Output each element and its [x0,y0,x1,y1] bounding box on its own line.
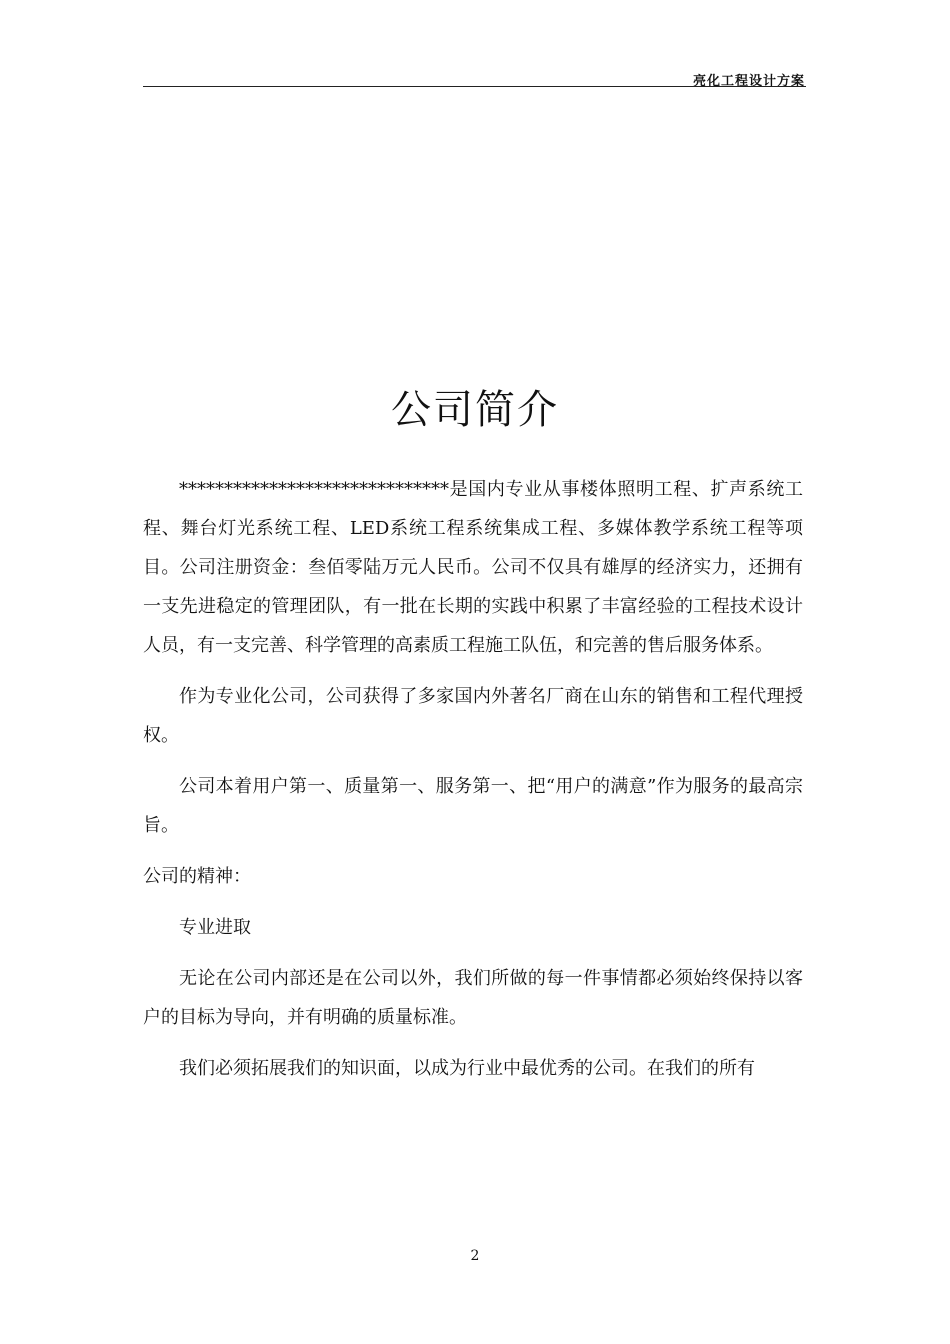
document-body [143,470,803,1088]
page-number: 2 [470,1248,480,1264]
running-header: 亮化工程设计方案 [692,74,805,89]
paragraph-quality: 无论在公司内部还是在公司以外，我们所做的每一件事情都必须始终保持以客户的目标为导向，并有明确的质量标准。 [143,968,803,1028]
paragraph-intro: ******************************是国内专业从事楼体照明工程、扩声系统工程、舞台灯光系统工程、LED系统工程系统集成工程、多媒体教学系统工程等项目。公司注册资金：叁佰零陆万元人民币。公司不仅具有雄厚的经济实力，还拥有一支先进稳定的管理团队，有一批在长期的实践中积累了丰富经验的工程技术设计人员，有一支完善、科学管理的高素质工程施工队伍，和完善的售后服务体系。 [143,479,803,656]
spirit-item: 专业进取 [179,917,251,938]
page-title: 公司简介 [391,387,559,433]
paragraph-knowledge: 我们必须拓展我们的知识面，以成为行业中最优秀的公司。在我们的所有 [179,1058,755,1079]
header-divider [143,86,806,87]
paragraph-agency: 作为专业化公司，公司获得了多家国内外著名厂商在山东的销售和工程代理授权。 [143,686,803,746]
spirit-heading: 公司的精神： [143,866,251,887]
paragraph-principle: 公司本着用户第一、质量第一、服务第一、把“用户的满意”作为服务的最高宗旨。 [143,776,803,836]
